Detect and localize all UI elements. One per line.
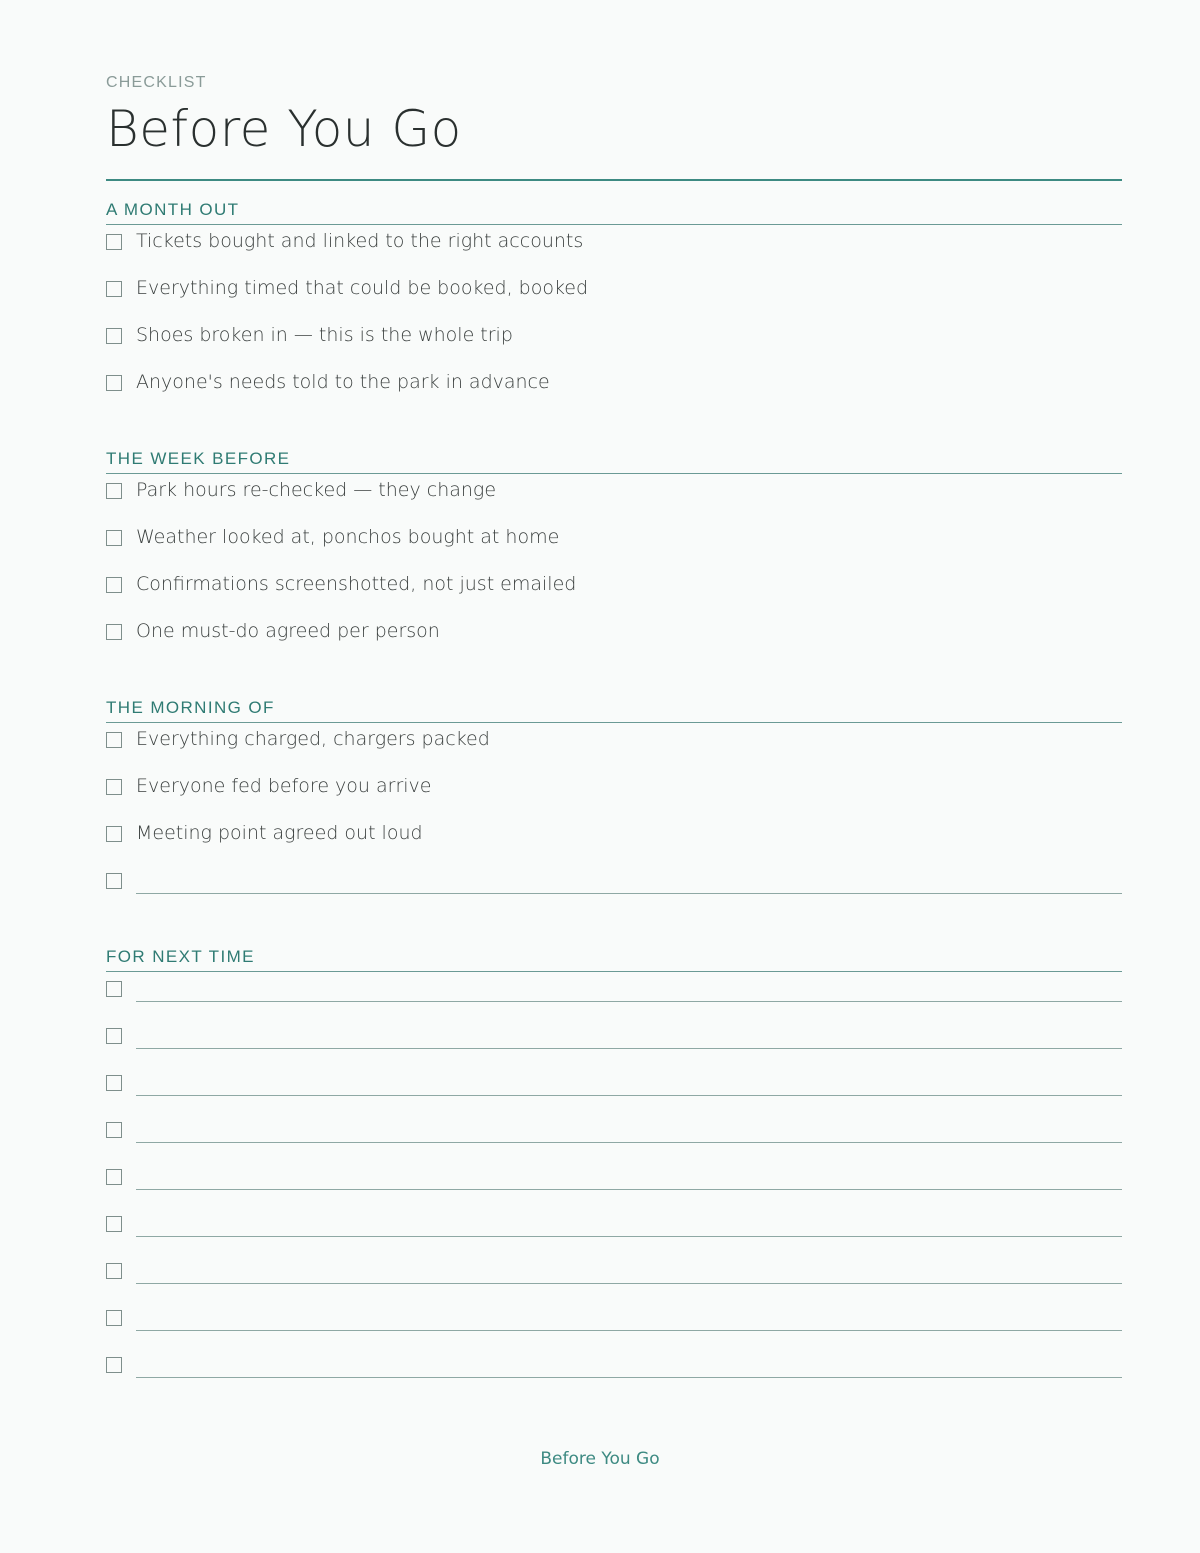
checkbox[interactable]: [106, 1310, 122, 1326]
checklist-item: [106, 319, 1122, 366]
item-label: Confirmations screenshotted, not just emailed: [136, 573, 577, 595]
write-in-line[interactable]: [136, 893, 1122, 894]
checklist-item: [106, 770, 1122, 817]
checkbox[interactable]: [106, 375, 122, 391]
checkbox[interactable]: [106, 1169, 122, 1185]
write-in-line[interactable]: [136, 1283, 1122, 1284]
item-label: Meeting point agreed out loud: [136, 822, 423, 844]
checklist-item-blank: [106, 1066, 1122, 1113]
checklist-item: [106, 272, 1122, 319]
checkbox[interactable]: [106, 826, 122, 842]
checklist-item-blank: [106, 972, 1122, 1019]
section-heading: THE MORNING OF: [106, 697, 1122, 723]
section-heading: FOR NEXT TIME: [106, 946, 1122, 972]
item-label: Tickets bought and linked to the right accounts: [136, 230, 584, 252]
checklist-item: [106, 568, 1122, 615]
checklist-item-blank: [106, 864, 1122, 911]
section-the-week-before: [106, 448, 1122, 662]
checklist-item-blank: [106, 1348, 1122, 1395]
checklist-item-blank: [106, 1207, 1122, 1254]
item-label: Weather looked at, ponchos bought at home: [136, 526, 560, 548]
checklist-item-blank: [106, 1019, 1122, 1066]
checklist-item-blank: [106, 1160, 1122, 1207]
checklist-item: [106, 723, 1122, 770]
write-in-line[interactable]: [136, 1189, 1122, 1190]
write-in-line[interactable]: [136, 1001, 1122, 1002]
section-for-next-time: [106, 946, 1122, 1395]
section-the-morning-of: [106, 697, 1122, 911]
checkbox[interactable]: [106, 1357, 122, 1373]
item-label: Everything timed that could be booked, booked: [136, 277, 589, 299]
checkbox[interactable]: [106, 1216, 122, 1232]
item-label: Everything charged, chargers packed: [136, 728, 490, 750]
write-in-line[interactable]: [136, 1095, 1122, 1096]
checklist-item: [106, 366, 1122, 413]
section-heading: A MONTH OUT: [106, 199, 1122, 225]
checkbox[interactable]: [106, 281, 122, 297]
item-label: One must-do agreed per person: [136, 620, 440, 642]
checkbox[interactable]: [106, 873, 122, 889]
page-title: Before You Go: [106, 100, 462, 158]
checklist-item: [106, 817, 1122, 864]
checklist-item-blank: [106, 1254, 1122, 1301]
checklist-item-blank: [106, 1113, 1122, 1160]
write-in-line[interactable]: [136, 1236, 1122, 1237]
item-label: Anyone's needs told to the park in advance: [136, 371, 550, 393]
checklist-item: [106, 521, 1122, 568]
checklist-item: [106, 225, 1122, 272]
section-heading: THE WEEK BEFORE: [106, 448, 1122, 474]
write-in-line[interactable]: [136, 1377, 1122, 1378]
section-a-month-out: [106, 199, 1122, 413]
checklist-item: [106, 474, 1122, 521]
checkbox[interactable]: [106, 234, 122, 250]
checkbox[interactable]: [106, 1122, 122, 1138]
checkbox[interactable]: [106, 732, 122, 748]
write-in-line[interactable]: [136, 1142, 1122, 1143]
checkbox[interactable]: [106, 1028, 122, 1044]
write-in-line[interactable]: [136, 1330, 1122, 1331]
footer-text: Before You Go: [540, 1449, 660, 1469]
checkbox[interactable]: [106, 328, 122, 344]
title-divider: [106, 179, 1122, 181]
checkbox[interactable]: [106, 981, 122, 997]
checkbox[interactable]: [106, 577, 122, 593]
checkbox[interactable]: [106, 530, 122, 546]
item-label: Everyone fed before you arrive: [136, 775, 432, 797]
item-label: Shoes broken in — this is the whole trip: [136, 324, 513, 346]
item-label: Park hours re-checked — they change: [136, 479, 497, 501]
checkbox[interactable]: [106, 779, 122, 795]
write-in-line[interactable]: [136, 1048, 1122, 1049]
checkbox[interactable]: [106, 624, 122, 640]
checklist-item: [106, 615, 1122, 662]
checkbox[interactable]: [106, 1263, 122, 1279]
eyebrow-label: CHECKLIST: [106, 74, 207, 91]
checkbox[interactable]: [106, 1075, 122, 1091]
checkbox[interactable]: [106, 483, 122, 499]
checklist-item-blank: [106, 1301, 1122, 1348]
